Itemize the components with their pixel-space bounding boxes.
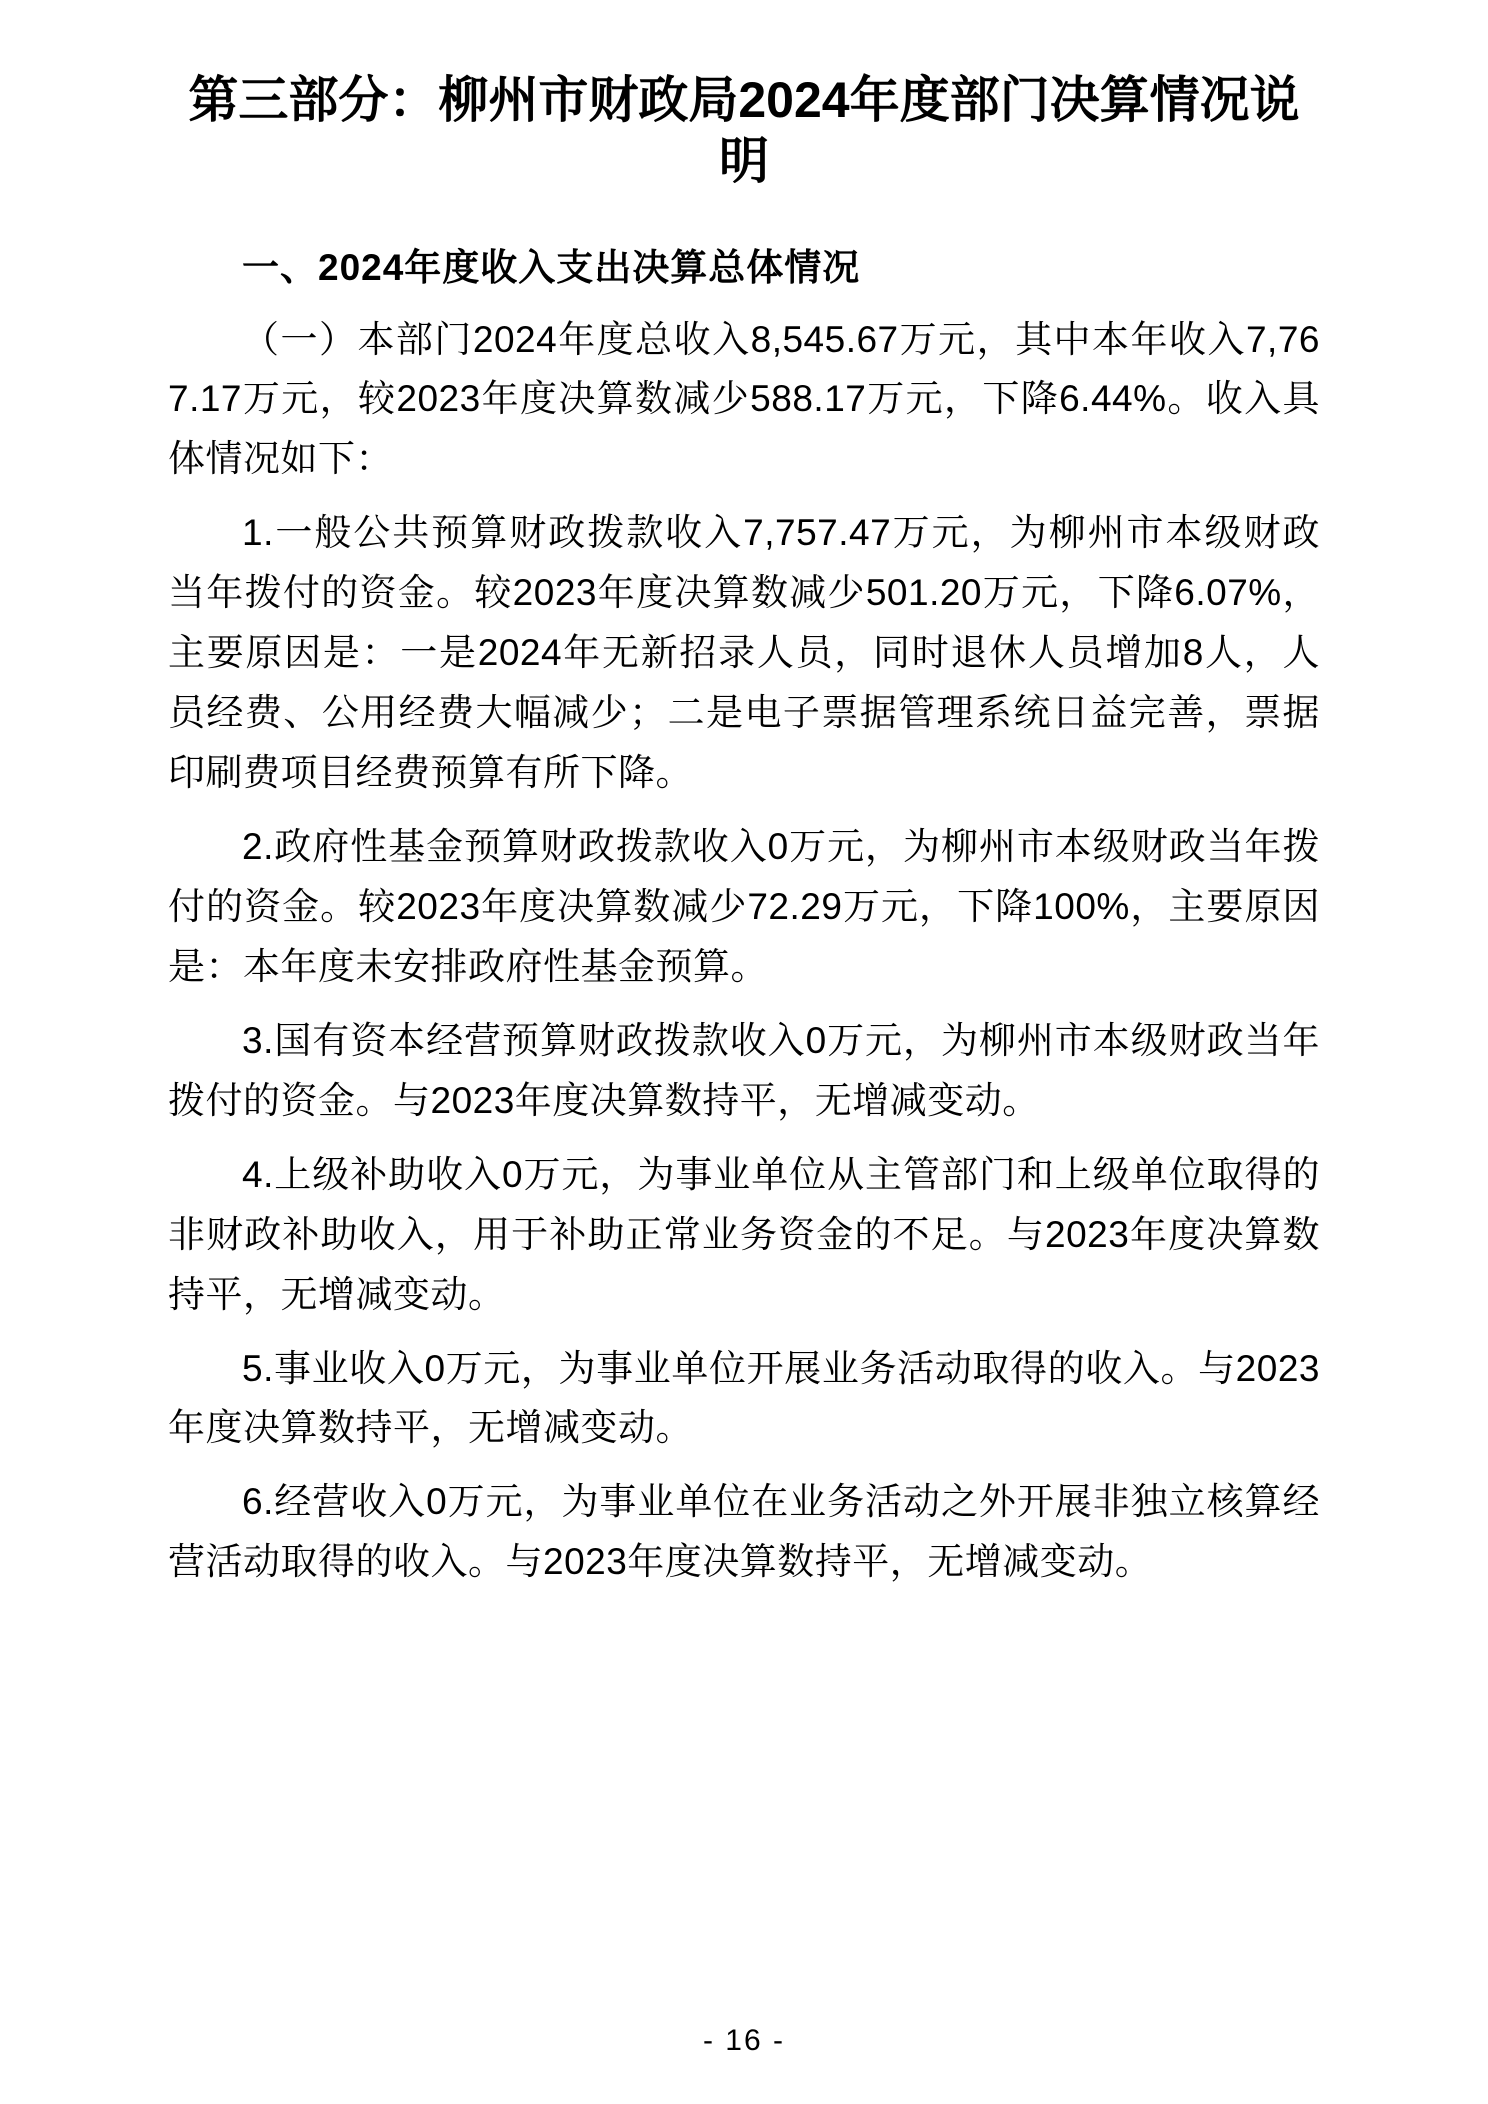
paragraph: 3.国有资本经营预算财政拨款收入0万元，为柳州市本级财政当年拨付的资金。与2023年度决算数持平，无增减变动。 xyxy=(168,1019,1320,1121)
section-heading: 一、2024年度收入支出决算总体情况 xyxy=(242,247,861,288)
paragraph: 6.经营收入0万元，为事业单位在业务活动之外开展非独立核算经营活动取得的收入。与2023年度决算数持平，无增减变动。 xyxy=(168,1481,1320,1583)
paragraph: （一）本部门2024年度总收入8,545.67万元，其中本年收入7,767.17万元，较2023年度决算数减少588.17万元，下降6.44%。收入具体情况如下： xyxy=(168,318,1320,480)
paragraph: 2.政府性基金预算财政拨款收入0万元，为柳州市本级财政当年拨付的资金。较2023年度决算数减少72.29万元，下降100%，主要原因是：本年度未安排政府性基金预算。 xyxy=(168,826,1321,987)
paragraph: 5.事业收入0万元，为事业单位开展业务活动取得的收入。与2023年度决算数持平，无增减变动。 xyxy=(168,1347,1320,1449)
paragraph: 1.一般公共预算财政拨款收入7,757.47万元，为柳州市本级财政当年拨付的资金。较2023年度决算数减少501.20万元，下降6.07%，主要原因是：一是2024年无新招录人员，同时退休人员增加8人，人员经费、公用经费大幅减少；二是电子票据管理系统日益完善，票据印刷费项目经费预算有所下降。 xyxy=(168,512,1320,794)
paragraph: 4.上级补助收入0万元，为事业单位从主管部门和上级单位取得的非财政补助收入，用于补助正常业务资金的不足。与2023年度决算数持平，无增减变动。 xyxy=(168,1153,1320,1315)
page-title: 第三部分：柳州市财政局2024年度部门决算情况说明 xyxy=(188,72,1300,189)
page-number: - 16 - xyxy=(702,2024,786,2057)
